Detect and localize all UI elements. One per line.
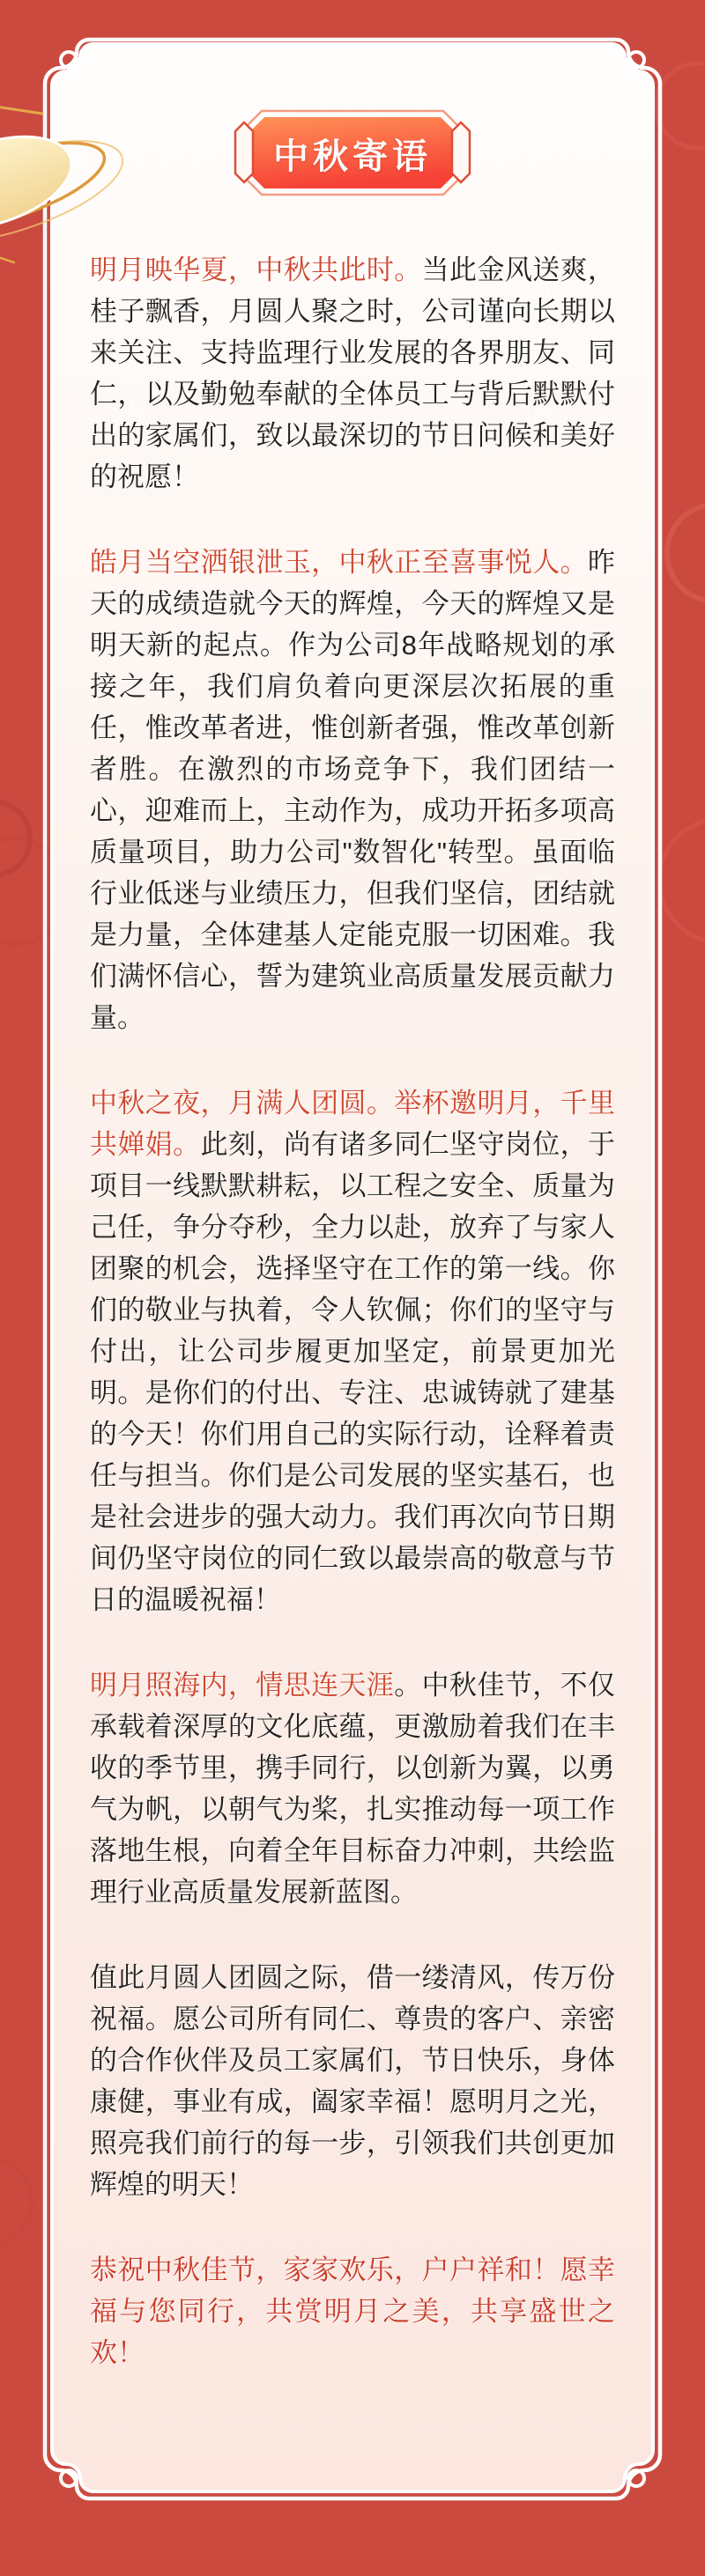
paragraph-body: 当此金风送爽，桂子飘香，月圆人聚之时，公司谨向长期以来关注、支持监理行业发展的各界朋友、同仁，以及勤勉奉献的全体员工与背后默默付出的家属们，致以最深切的节日问候和美好的祝愿！ — [90, 255, 616, 492]
paragraph-body: 此刻，尚有诸多同仁坚守岗位，于项目一线默默耕耘，以工程之安全、质量为己任，争分夺秒，全力以赴，放弃了与家人团聚的机会，选择坚守在工作的第一线。你们的敬业与执着，令人钦佩；你们的坚守与付出，让公司步履更加坚定，前景更加光明。是你们的付出、专注、忠诚铸就了建基的今天！你们用自己的实际行动，诠释着责任与担当。你们是公司发展的坚实基石，也是社会进步的强大动力。我们再次向节日期间仍坚守岗位的同仁致以最崇高的敬意与节日的温暖祝福！ — [90, 1129, 616, 1615]
paragraph-lead: 中秋之夜，月满人团圆。举杯邀明月，千里共婵娟。 — [90, 1088, 615, 1160]
paragraph — [90, 542, 615, 1038]
watermark-text: 中秋寄语 — [517, 280, 551, 435]
paragraph-lead: 皓月当空洒银泄玉，中秋正至喜事悦人。 — [90, 547, 588, 578]
watermark-text: 中秋寄语 — [110, 280, 144, 435]
paragraph-lead: 恭祝中秋佳节，家家欢乐，户户祥和！愿幸福与您同行，共赏明月之美，共享盛世之欢！ — [90, 2255, 615, 2368]
section-badge-title: 中秋寄语 — [273, 137, 432, 176]
paragraph-body: 昨天的成绩造就今天的辉煌，今天的辉煌又是明天新的起点。作为公司8年战略规划的承接之年，我们肩负着向更深层次拓展的重任，惟改革者进，惟创新者强，惟改革创新者胜。在激烈的市场竞争下，我们团结一心，迎难而上，主动作为，成功开拓多项高质量项目，助力公司"数智化"转型。虽面临行业低迷与业绩压力，但我们坚信，团结就是力量，全体建基人定能克服一切困难。我们满怀信心，誓为建筑业高质量发展贡献力量。 — [90, 547, 615, 1033]
paragraph-body: 值此月圆人团圆之际，借一缕清风，传万份祝福。愿公司所有同仁、尊贵的客户、亲密的合作伙伴及员工家属们，节日快乐，身体康健，事业有成，阖家幸福！愿明月之光，照亮我们前行的每一步，引领我们共创更加辉煌的明天！ — [90, 1962, 615, 2200]
greeting-content — [90, 249, 615, 2373]
paragraph-lead: 明月映华夏，中秋共此时。 — [90, 255, 422, 285]
paragraph — [90, 1664, 615, 1913]
paragraph — [90, 1957, 615, 2205]
paragraph — [90, 249, 615, 498]
paragraph-body: 。中秋佳节，不仅承载着深厚的文化底蕴，更激励着我们在丰收的季节里，携手同行，以创新为翼，以勇气为帆，以朝气为桨，扎实推动每一项工作落地生根，向着全年目标奋力冲刺，共绘监理行业高质量发展新蓝图。 — [90, 1670, 616, 1908]
closing-paragraph — [90, 2249, 615, 2373]
paragraph — [90, 1082, 615, 1620]
paragraph-lead: 明月照海内，情思连天涯 — [90, 1670, 395, 1701]
